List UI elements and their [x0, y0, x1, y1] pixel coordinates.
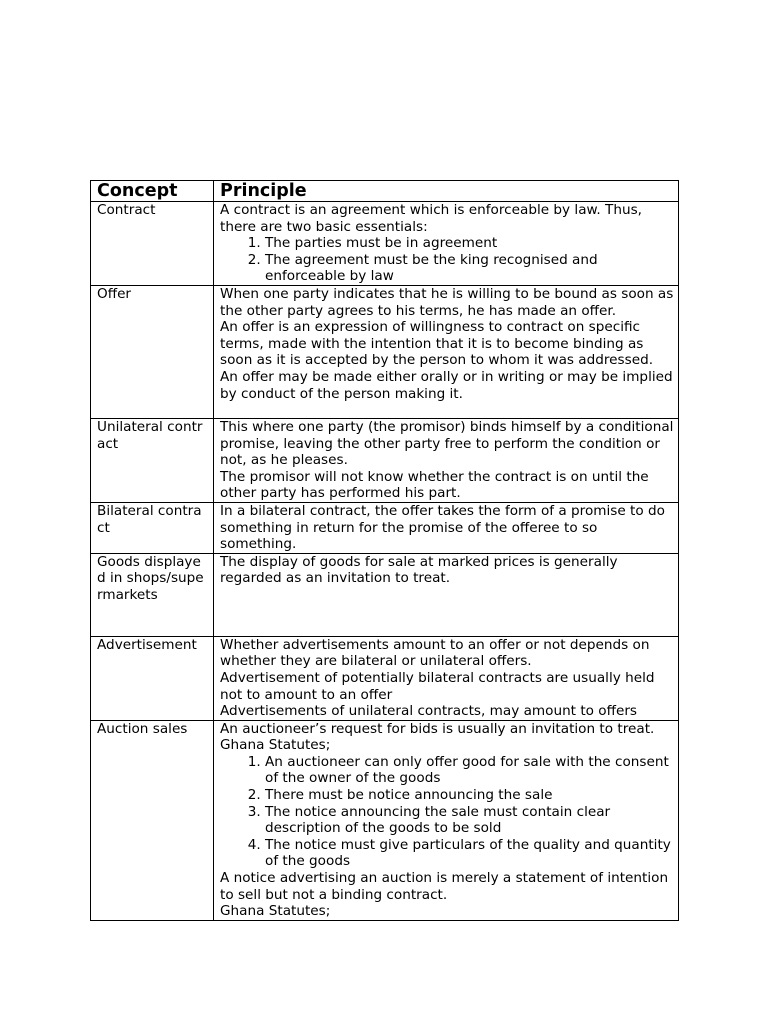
table-row-unilateral-contract: [91, 418, 679, 502]
principle-cell: [214, 636, 679, 720]
concept-cell: Auction sales: [91, 720, 214, 920]
principle-cell: [214, 720, 679, 920]
principle-paragraph: Whether advertisements amount to an offer or not depends on whether they are bilateral or unilateral offers.: [220, 636, 650, 670]
principle-paragraph: A notice advertising an auction is merely a statement of intention to sell but not a binding contract.: [220, 870, 669, 903]
principle-paragraph: Ghana Statutes;: [220, 737, 331, 754]
table-row-bilateral-contract: [91, 502, 679, 553]
principle-paragraph: The display of goods for sale at marked prices is generally regarded as an invitation to treat.: [220, 553, 618, 587]
list-item: 2. There must be notice announcing the sale: [265, 787, 674, 804]
principle-paragraph: When one party indicates that he is willing to be bound as soon as the other party agrees to his terms, he has made an offer.: [220, 285, 674, 319]
principle-cell: [214, 502, 679, 553]
principle-paragraph: In a bilateral contract, the offer takes the form of a promise to do something in return for the promise of the offeree to so something.: [220, 502, 665, 553]
concept-column-header: Concept: [91, 181, 214, 202]
list-item: 2. The agreement must be the king recognised and enforceable by law: [265, 252, 674, 285]
principle-paragraph: This where one party (the promisor) binds himself by a conditional promise, leaving the other party free to perform the condition or not, as he pleases.: [220, 418, 674, 469]
principle-column-header: Principle: [214, 181, 679, 202]
table-row-advertisement: [91, 636, 679, 720]
principle-cell: [214, 418, 679, 502]
principle-cell: [214, 285, 679, 418]
principle-cell: [214, 553, 679, 636]
concept-cell: Goods displayed in shops/supermarkets: [91, 553, 214, 636]
list-item: 1. An auctioneer can only offer good for sale with the consent of the owner of the goods: [265, 754, 674, 787]
concept-cell: Advertisement: [91, 636, 214, 720]
table-row-goods-displayed: [91, 553, 679, 636]
list-item: 1. The parties must be in agreement: [265, 235, 674, 252]
principle-paragraph: An offer is an expression of willingness to contract on specific terms, made with the intention that it is to become binding as soon as it is accepted by the person to whom it was addressed.: [220, 319, 654, 369]
principle-cell: [214, 202, 679, 286]
concept-cell: Offer: [91, 285, 214, 418]
list-item: 3. The notice announcing the sale must contain clear description of the goods to be sold: [265, 804, 674, 837]
concept-cell: Bilateral contract: [91, 502, 214, 553]
principle-paragraph: An offer may be made either orally or in writing or may be implied by conduct of the person making it.: [220, 368, 673, 402]
concept-principle-table: [90, 180, 679, 921]
table-header-row: [91, 181, 679, 202]
statutes-list: [220, 754, 674, 870]
table-row-auction-sales: [91, 720, 679, 920]
principle-paragraph: Advertisements of unilateral contracts, may amount to offers: [220, 703, 638, 720]
table-row-contract: [91, 202, 679, 286]
table-row-offer: [91, 285, 679, 418]
concept-cell: Contract: [91, 202, 214, 286]
principle-paragraph: Ghana Statutes;: [220, 903, 331, 920]
principle-paragraph: An auctioneer’s request for bids is usually an invitation to treat.: [220, 720, 655, 737]
principle-paragraph: A contract is an agreement which is enforceable by law. Thus, there are two basic essentials:: [220, 202, 642, 235]
essentials-list: [220, 235, 674, 285]
principle-paragraph: Advertisement of potentially bilateral contracts are usually held not to amount to an offer: [220, 669, 655, 703]
concept-cell: Unilateral contract: [91, 418, 214, 502]
principle-paragraph: The promisor will not know whether the contract is on until the other party has performed his part.: [220, 468, 649, 502]
list-item: 4. The notice must give particulars of the quality and quantity of the goods: [265, 837, 674, 870]
